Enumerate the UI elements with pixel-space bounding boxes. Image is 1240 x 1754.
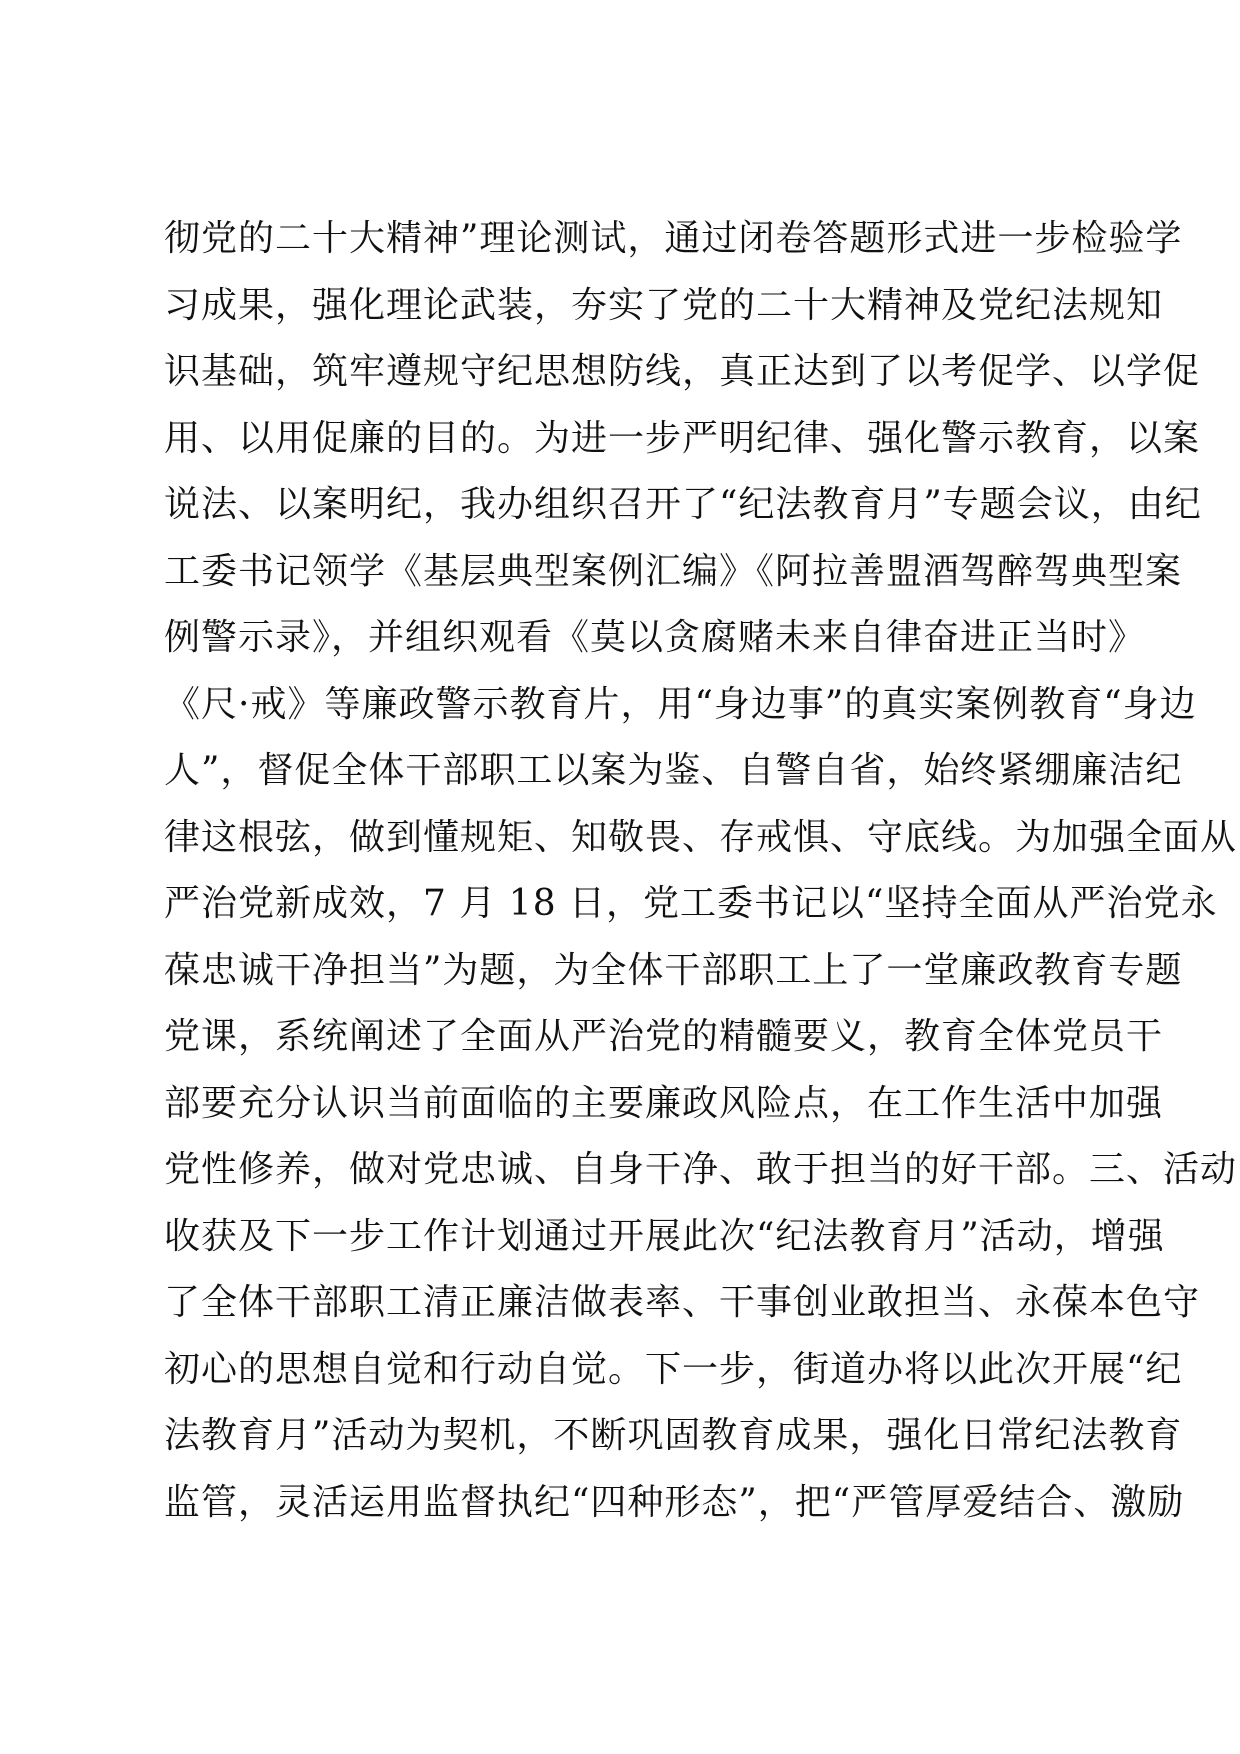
text-line: 例警示录》，并组织观看《莫以贪腐赌未来自律奋进正当时》 xyxy=(164,617,1146,658)
text-line: 了全体干部职工清正廉洁做表率、干事创业敢担当、永葆本色守 xyxy=(164,1282,1201,1323)
text-line: 法教育月”活动为契机，不断巩固教育成果，强化日常纪法教育 xyxy=(164,1415,1183,1456)
text-line: 用、以用促廉的目的。为进一步严明纪律、强化警示教育，以案 xyxy=(164,417,1201,459)
text-line: 初心的思想自觉和行动自觉。下一步，街道办将以此次开展“纪 xyxy=(164,1348,1183,1390)
text-line: 葆忠诚干净担当”为题，为全体干部职工上了一堂廉政教育专题 xyxy=(164,949,1183,991)
text-line: 党性修养，做对党忠诚、自身干净、敢于担当的好干部。三、活动 xyxy=(164,1149,1238,1190)
text-line: 识基础，筑牢遵规守纪思想防线，真正达到了以考促学、以学促 xyxy=(164,351,1201,392)
text-line: 收获及下一步工作计划通过开展此次“纪法教育月”活动，增强 xyxy=(164,1215,1165,1257)
text-line: 工委书记领学《基层典型案例汇编》《阿拉善盟酒驾醉驾典型案 xyxy=(164,550,1183,592)
text-line: 党课，系统阐述了全面从严治党的精髓要义，教育全体党员干 xyxy=(164,1016,1164,1057)
text-line: 监管，灵活运用监督执纪“四种形态”，把“严管厚爱结合、激励 xyxy=(164,1481,1185,1523)
body-text xyxy=(164,206,1238,1536)
text-line: 习成果，强化理论武装，夯实了党的二十大精神及党纪法规知 xyxy=(164,284,1164,326)
text-line: 彻党的二十大精神”理论测试，通过闭卷答题形式进一步检验学 xyxy=(164,218,1183,259)
text-line: 《尺·戒》等廉政警示教育片，用“身边事”的真实案例教育“身边 xyxy=(164,683,1197,725)
text-line: 说法、以案明纪，我办组织召开了“纪法教育月”专题会议，由纪 xyxy=(164,484,1202,525)
text-line: 人”，督促全体干部职工以案为鉴、自警自省，始终紧绷廉洁纪 xyxy=(164,750,1183,791)
text-line: 严治党新成效，7 月 18 日，党工委书记以“坚持全面从严治党永 xyxy=(164,883,1218,924)
text-line: 部要充分认识当前面临的主要廉政风险点，在工作生活中加强 xyxy=(164,1082,1164,1124)
text-line: 律这根弦，做到懂规矩、知敬畏、存戒惧、守底线。为加强全面从 xyxy=(164,816,1238,858)
